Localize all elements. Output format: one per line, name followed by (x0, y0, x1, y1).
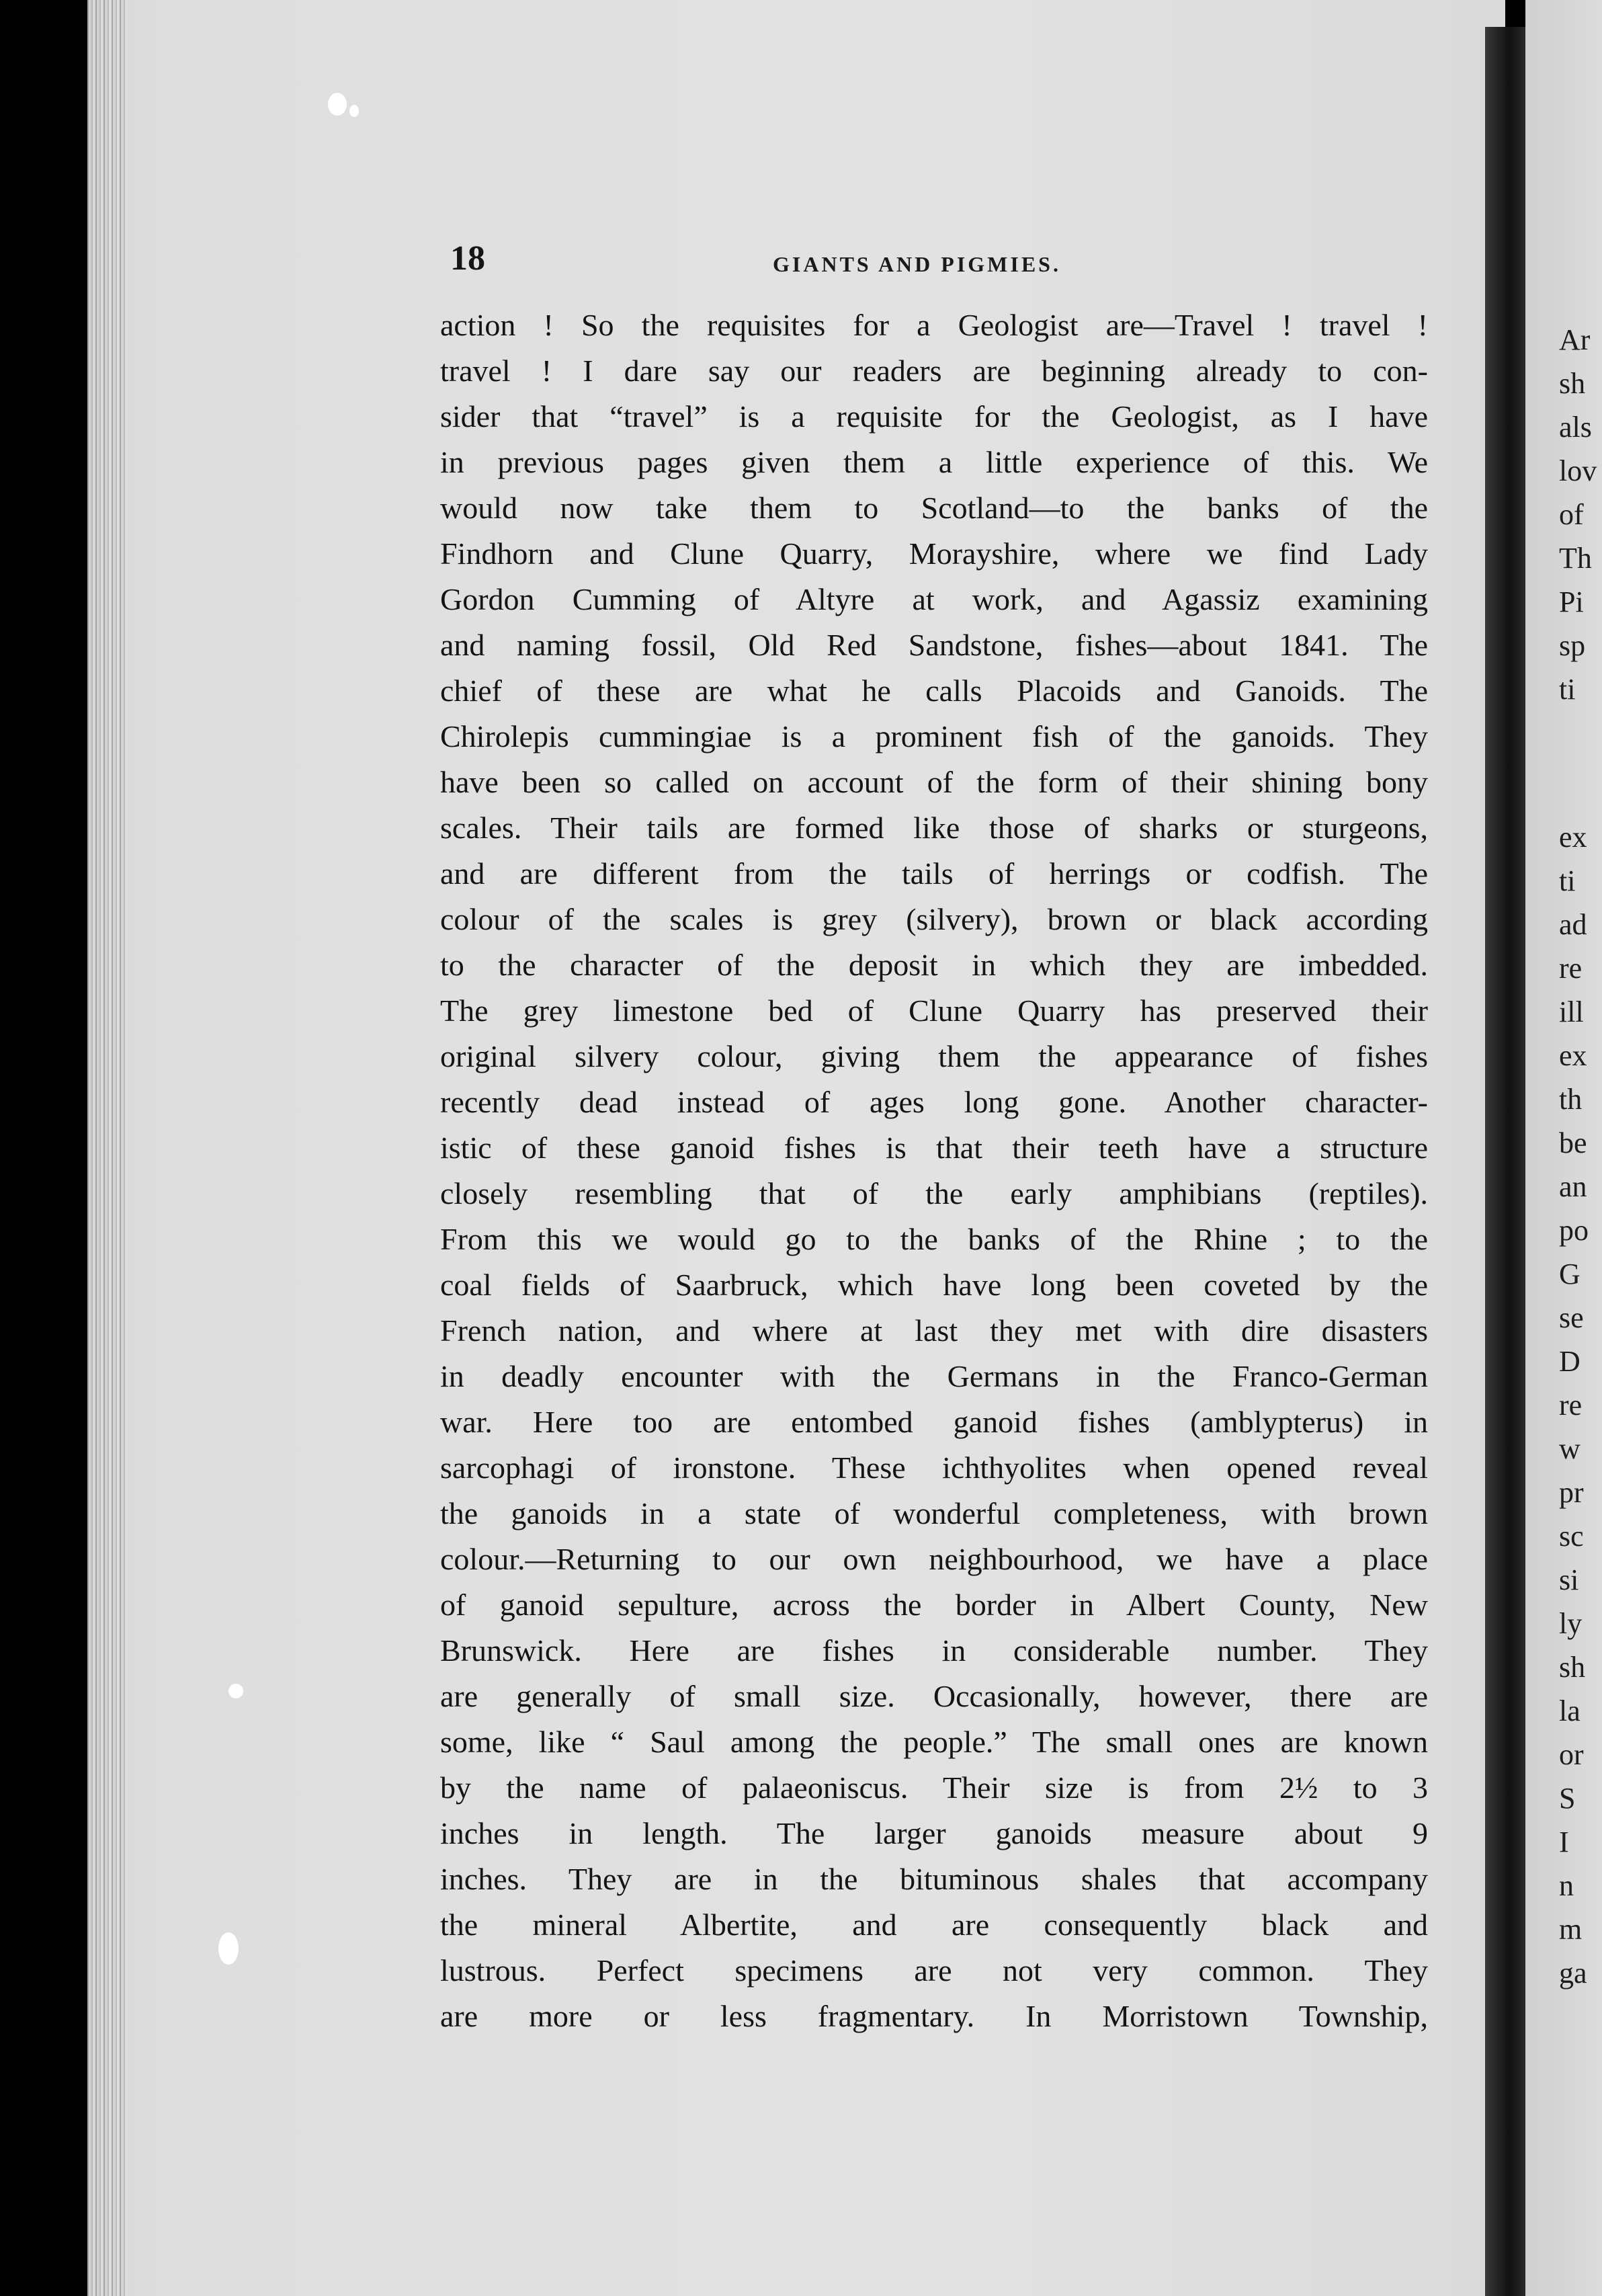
page-edges (87, 0, 128, 2296)
running-head: GIANTS AND PIGMIES. (773, 252, 1061, 276)
facing-page-text-fragment: re (1559, 1389, 1583, 1422)
facing-page-text-fragment: ad (1559, 908, 1587, 941)
text-line: Brunswick. Here are fishes in considerable number. They (440, 1633, 1428, 1668)
text-line: lustrous. Perfect specimens are not very common. They (440, 1953, 1428, 1987)
text-line: travel ! I dare say our readers are beginning already to con- (440, 354, 1428, 388)
text-line: the ganoids in a state of wonderful completeness, with brown (440, 1496, 1428, 1530)
text-line: recently dead instead of ages long gone. Another character- (440, 1085, 1428, 1119)
text-line: sider that “travel” is a requisite for the Geologist, as I have (440, 399, 1428, 434)
facing-page-text-fragment: ti (1559, 673, 1576, 706)
text-line: Findhorn and Clune Quarry, Morayshire, where we find Lady (440, 536, 1428, 571)
text-line: of ganoid sepulture, across the border in Albert County, New (440, 1588, 1428, 1622)
facing-page-text-fragment: ly (1559, 1607, 1583, 1640)
dust-speck (218, 1932, 239, 1965)
facing-page-text-fragment: sh (1559, 1651, 1586, 1684)
facing-page-text-fragment: sc (1559, 1520, 1584, 1553)
text-line: istic of these ganoid fishes is that their teeth have a structure (440, 1131, 1428, 1165)
text-line: some, like “ Saul among the people.” The small ones are known (440, 1725, 1428, 1759)
text-line: by the name of palaeoniscus. Their size is from 2½ to 3 (440, 1770, 1428, 1805)
facing-page-text-fragment: se (1559, 1301, 1584, 1334)
facing-page-text-fragment: lov (1559, 454, 1597, 487)
facing-page-text-fragment: ill (1559, 995, 1584, 1028)
facing-page-text-fragment: S (1559, 1782, 1576, 1815)
text-line: in deadly encounter with the Germans in the Franco-German (440, 1359, 1428, 1393)
text-line: and naming fossil, Old Red Sandstone, fishes—about 1841. The (440, 628, 1428, 662)
facing-page-text-fragment: re (1559, 952, 1583, 985)
facing-page-text-fragment: ex (1559, 821, 1587, 854)
text-line: inches. They are in the bituminous shales that accompany (440, 1862, 1428, 1896)
text-line: colour.—Returning to our own neighbourhood, we have a place (440, 1542, 1428, 1576)
facing-page-text-fragment: I (1559, 1826, 1569, 1858)
facing-page-text-fragment: si (1559, 1563, 1579, 1596)
text-line: Gordon Cumming of Altyre at work, and Agassiz examining (440, 582, 1428, 616)
text-line: original silvery colour, giving them the appearance of fishes (440, 1039, 1428, 1073)
text-line: coal fields of Saarbruck, which have long been coveted by the (440, 1268, 1428, 1302)
facing-page-text-fragment: Pi (1559, 585, 1584, 618)
facing-page-text-fragment: D (1559, 1345, 1580, 1378)
text-line: action ! So the requisites for a Geologist are—Travel ! travel ! (440, 308, 1428, 342)
text-line: colour of the scales is grey (silvery), brown or black according (440, 902, 1428, 936)
facing-page-text-fragment: ex (1559, 1039, 1587, 1072)
facing-page-text-fragment: G (1559, 1258, 1580, 1290)
text-line: and are different from the tails of herrings or codfish. The (440, 856, 1428, 891)
dust-speck (228, 1684, 243, 1698)
text-line: closely resembling that of the early amphibians (reptiles). (440, 1176, 1428, 1211)
page-number: 18 (450, 239, 485, 278)
facing-page-text-fragment: pr (1559, 1476, 1584, 1509)
facing-page-fragment (1525, 0, 1602, 2296)
text-line: sarcophagi of ironstone. These ichthyolites when opened reveal (440, 1450, 1428, 1485)
text-line: From this we would go to the banks of the Rhine ; to the (440, 1222, 1428, 1256)
dust-speck (349, 105, 359, 117)
facing-page-text-fragment: la (1559, 1694, 1580, 1727)
text-line: Chirolepis cummingiae is a prominent fish of the ganoids. They (440, 719, 1428, 753)
facing-page-text-fragment: ti (1559, 864, 1576, 897)
body-text (440, 302, 1428, 2039)
page-header (450, 239, 1438, 286)
facing-page-text-fragment: ga (1559, 1957, 1587, 1990)
facing-page-text-fragment: als (1559, 411, 1592, 444)
book-gutter (1485, 27, 1525, 2296)
facing-page-text-fragment: an (1559, 1170, 1587, 1203)
text-line: would now take them to Scotland—to the banks of the (440, 491, 1428, 525)
text-line: French nation, and where at last they met with dire disasters (440, 1313, 1428, 1348)
dust-speck (328, 93, 347, 116)
facing-page-text-fragment: m (1559, 1913, 1583, 1946)
facing-page-text-fragment: sh (1559, 367, 1586, 400)
facing-page-text-fragment: of (1559, 498, 1584, 531)
text-line: have been so called on account of the form of their shining bony (440, 765, 1428, 799)
text-line: are more or less fragmentary. In Morristown Township, (440, 1999, 1428, 2033)
facing-page-text-fragment: n (1559, 1869, 1574, 1902)
text-line: the mineral Albertite, and are consequently black and (440, 1908, 1428, 1942)
facing-page-text-fragment: th (1559, 1083, 1583, 1116)
text-line: in previous pages given them a little experience of this. We (440, 445, 1428, 479)
facing-page-text-fragment: w (1559, 1432, 1580, 1465)
text-line: inches in length. The larger ganoids measure about 9 (440, 1816, 1428, 1850)
facing-page-text-fragment: be (1559, 1126, 1587, 1159)
text-line: chief of these are what he calls Placoids and Ganoids. The (440, 673, 1428, 708)
text-line: The grey limestone bed of Clune Quarry has preserved their (440, 993, 1428, 1028)
facing-page-text-fragment: sp (1559, 629, 1586, 662)
facing-page-text-fragment: Ar (1559, 323, 1591, 356)
facing-page-text-fragment: Th (1559, 542, 1592, 575)
text-line: war. Here too are entombed ganoid fishes (amblypterus) in (440, 1405, 1428, 1439)
text-line: scales. Their tails are formed like those of sharks or sturgeons, (440, 811, 1428, 845)
text-line: are generally of small size. Occasionally, however, there are (440, 1679, 1428, 1713)
facing-page-text-fragment: po (1559, 1214, 1589, 1247)
facing-page-text-fragment: or (1559, 1738, 1584, 1771)
text-line: to the character of the deposit in which they are imbedded. (440, 948, 1428, 982)
